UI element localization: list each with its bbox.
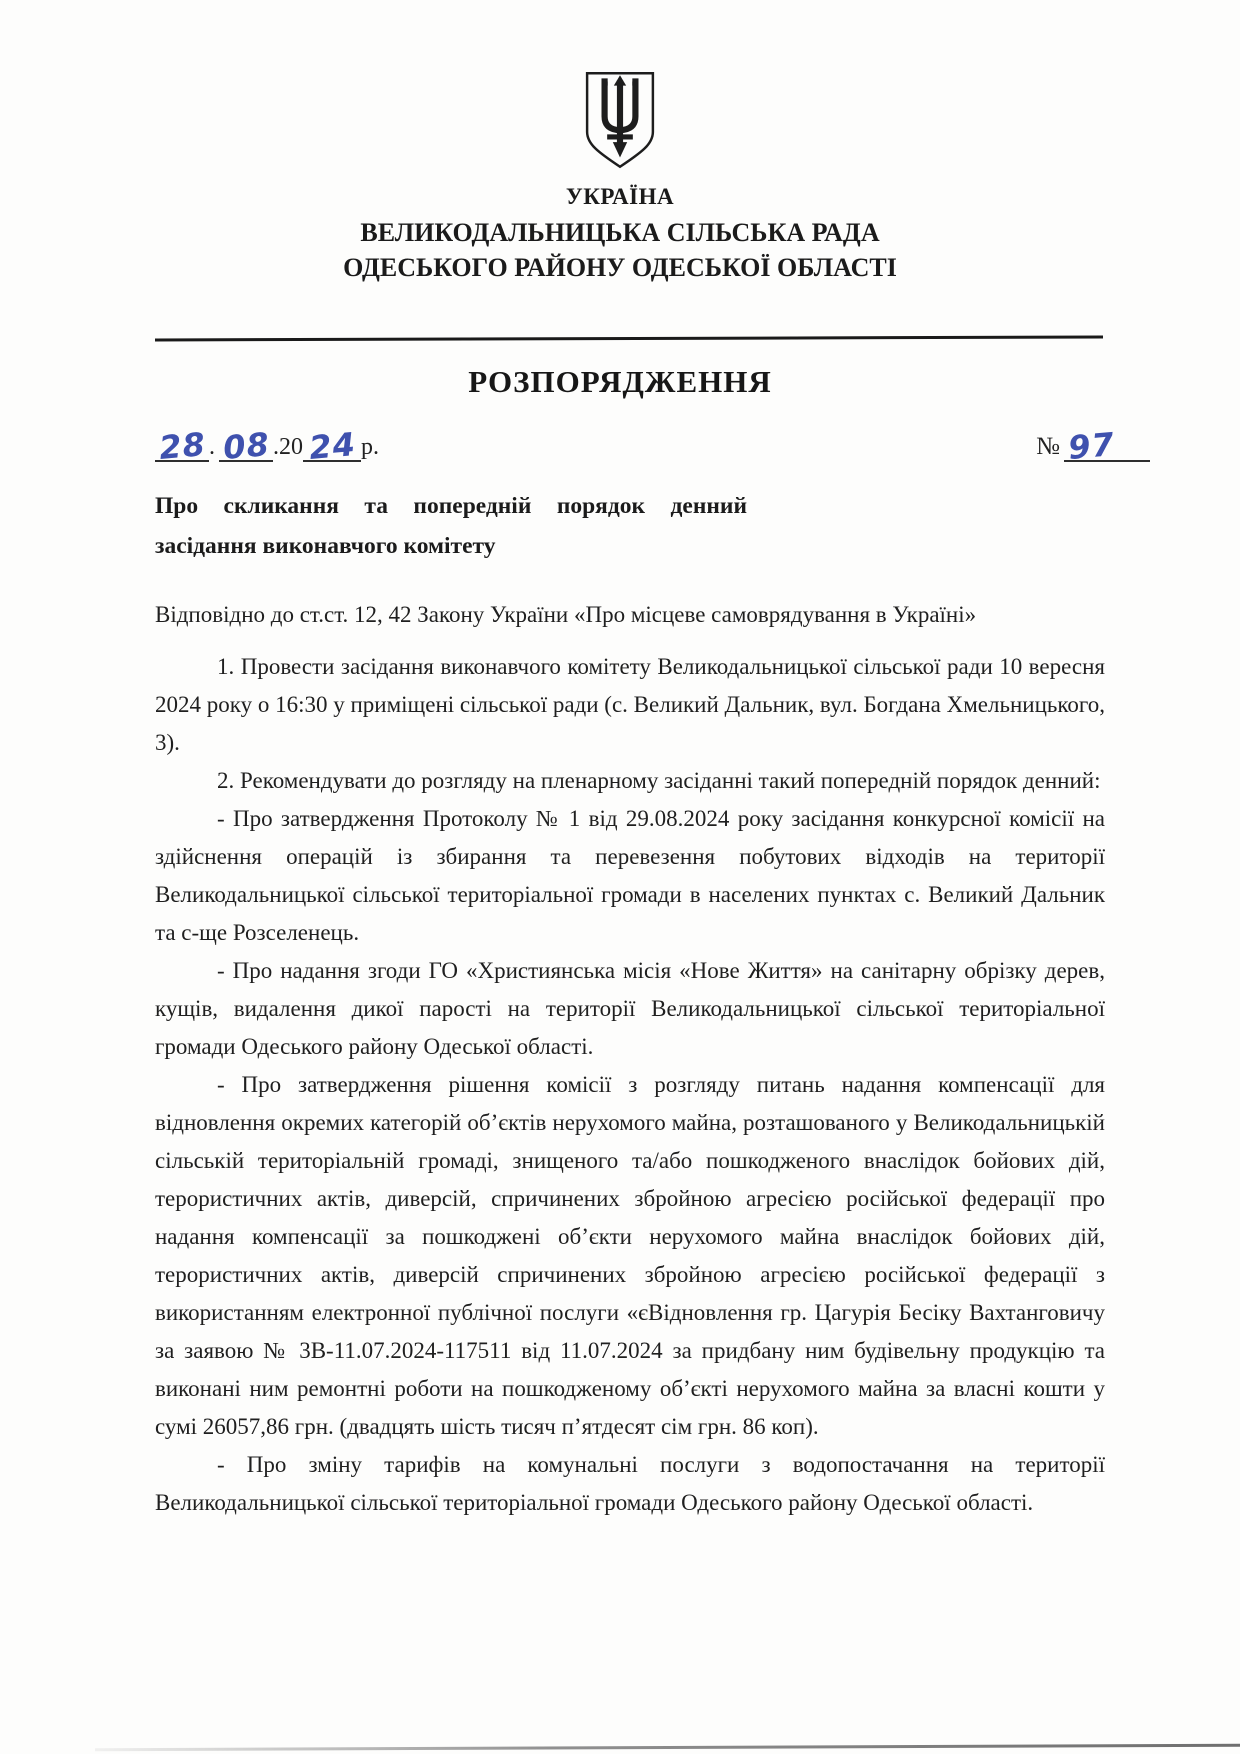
header-region: ОДЕСЬКОГО РАЙОНУ ОДЕСЬКОЇ ОБЛАСТІ bbox=[343, 253, 897, 282]
date-field bbox=[155, 425, 379, 467]
date-month-blank bbox=[219, 425, 273, 467]
document-number-field bbox=[1036, 425, 1150, 467]
header-country: УКРАЇНА bbox=[565, 184, 675, 209]
date-separator: . bbox=[209, 434, 215, 460]
scan-edge-artifact bbox=[95, 1743, 1240, 1750]
agenda-item-mission-consent: - Про надання згоди ГО «Християнська місія «Нове Життя» на санітарну обрізку дерев, кущів, видалення дикої парості на території Великодальницької сільської територіальної громади Одеського району Одеської області. bbox=[155, 958, 1105, 1059]
paragraph-item-2: 2. Рекомендувати до розгляду на пленарному засіданні такий попередній порядок денний: bbox=[217, 768, 1101, 793]
handwritten-year: 24 bbox=[307, 425, 358, 467]
date-day-blank bbox=[155, 425, 209, 467]
handwritten-month: 08 bbox=[221, 425, 272, 467]
paragraph-item-1: 1. Провести засідання виконавчого комітету Великодальницької сільської ради 10 вересня 2024 року о 16:30 у приміщені сільської ради (с. Великий Дальник, вул. Богдана Хмельницького, 3). bbox=[155, 654, 1105, 755]
agenda-item-tariffs: - Про зміну тарифів на комунальні послуги з водопостачання на території Великодальницької сільської територіальної громади Одеського району Одеської області. bbox=[155, 1452, 1105, 1515]
date-number-row bbox=[155, 416, 1150, 467]
document-body bbox=[155, 596, 1105, 1522]
header-organization: ВЕЛИКОДАЛЬНИЦЬКА СІЛЬСЬКА РАДА bbox=[360, 218, 880, 247]
header-divider bbox=[155, 336, 1103, 342]
handwritten-day: 28 bbox=[157, 425, 208, 467]
document-type-heading: РОЗПОРЯДЖЕННЯ bbox=[468, 364, 772, 399]
agenda-item-protocol: - Про затвердження Протоколу № 1 від 29.08.2024 року засідання конкурсної комісії на здійснення операцій із збирання та перевезення побутових відходів на території Великодальницької сільської територіальної громади в населених пунктах с. Великий Дальник та с-ще Розселенець. bbox=[155, 806, 1105, 945]
paragraph-legal-basis: Відповідно до ст.ст. 12, 42 Закону України «Про місцеве самоврядування в Україні» bbox=[155, 602, 977, 627]
agenda-item-compensation: - Про затвердження рішення комісії з розгляду питань надання компенсації для відновлення окремих категорій об’єктів нерухомого майна, розташованого у Великодальницькій сільській територіальній громаді, знищеного та/або пошкодженого внаслідок бойових дій, терористичних актів, диверсій, спричинених збройною агресією російської федерації про надання компенсації за пошкоджені об’єкти нерухомого майна внаслідок бойових дій, терористичних актів, диверсій спричинених збройною агресією російської федерації з використанням електронної публічної послуги «єВідновлення гр. Цагурія Бесіку Вахтанговичу за заявою № 3В-11.07.2024-117511 від 11.07.2024 за придбану ним будівельну продукцію та виконані ним ремонтні роботи на пошкодженому об’єкті нерухомого майна за власні кошти у сумі 26057,86 грн. (двадцять шість тисяч п’ятдесят сім грн. 86 коп). bbox=[155, 1072, 1105, 1439]
handwritten-number: 97 bbox=[1066, 425, 1117, 467]
ukraine-coat-of-arms-icon bbox=[583, 70, 657, 170]
document-title: Про скликання та попередній порядок денний засідання виконавчого комітету bbox=[155, 493, 747, 559]
date-year-prefix: .20 bbox=[273, 434, 303, 460]
number-label: № bbox=[1036, 433, 1060, 460]
date-r-label: р. bbox=[361, 434, 379, 460]
number-blank bbox=[1064, 425, 1150, 467]
date-year-blank bbox=[303, 425, 361, 467]
